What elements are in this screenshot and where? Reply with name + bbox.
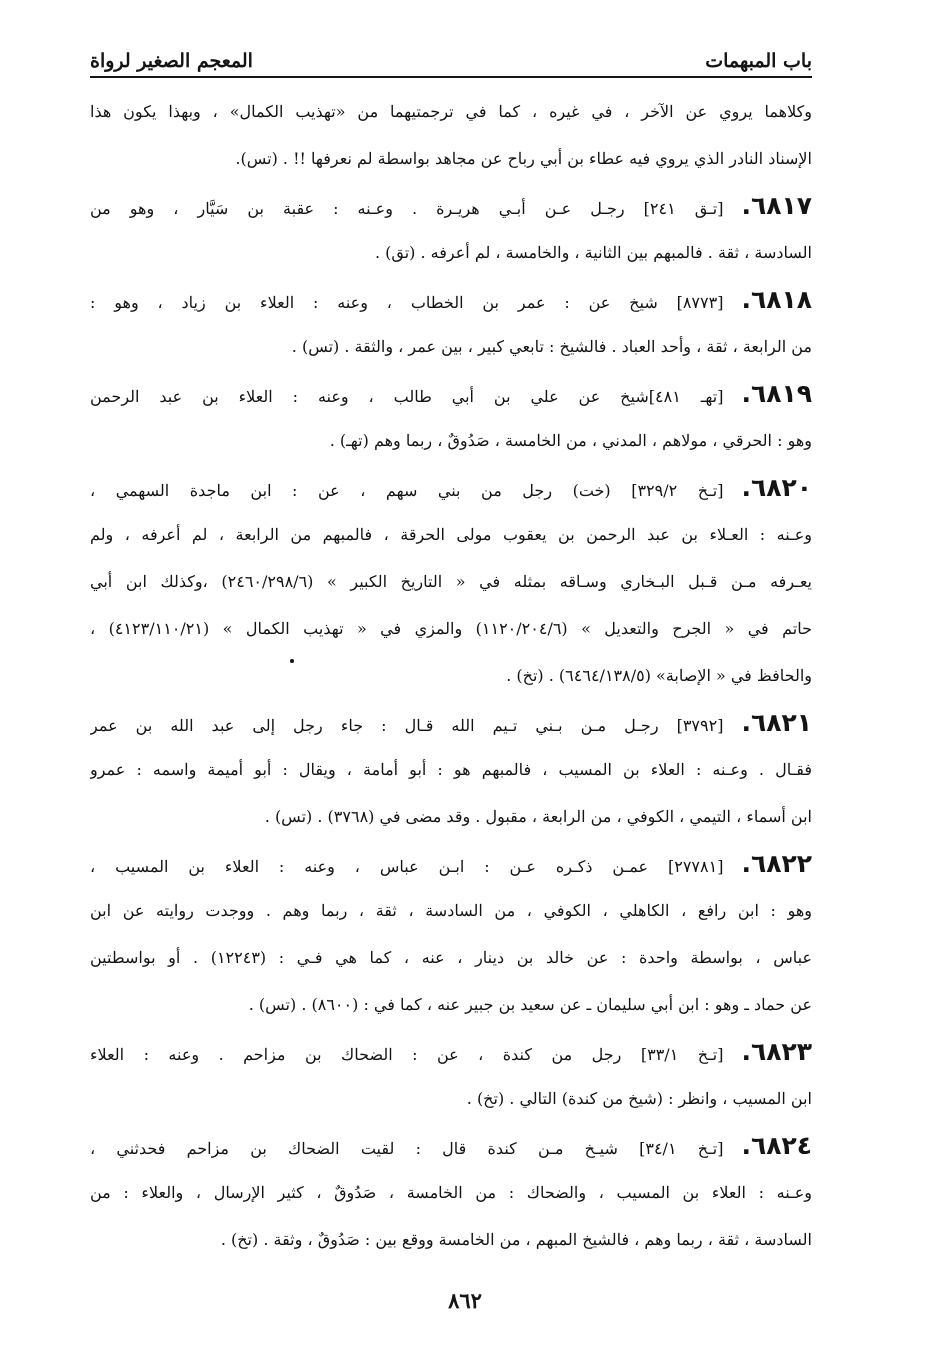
page-body [90, 88, 812, 1263]
ink-dot [290, 659, 294, 663]
running-header [90, 30, 812, 72]
entry-first-line [90, 699, 812, 746]
text-line [90, 135, 812, 182]
line-text: حاتم في « الجرح والتعديل » (١١٢٠/٢٠٤/٦) والمزي في « تهذيب الكمال » (٤١٢٣/١١٠/٢١) ، [90, 619, 812, 638]
text-line [90, 981, 812, 1028]
text-line [90, 1169, 812, 1216]
text-line [90, 511, 812, 558]
text-line [90, 746, 812, 793]
line-text: وكلاهما يروي عن الآخر ، في غيره ، كما في ترجمتيهما من «تهذيب الكمال» ، وبهذا يكون هذا [90, 102, 812, 121]
line-text: وعـنه : العـلاء بن عبد الرحمن بن يعقوب مولى الحرقة ، فالمبهم من الرابعة ، لم أعرفه ، ولم [90, 525, 812, 544]
entry-number: ٦٨٢٢. [741, 849, 812, 878]
line-text: ابن أسماء ، التيمي ، الكوفي ، من الرابعة ، مقبول . وقد مضى في (٣٧٦٨) . (تس) . [264, 807, 812, 826]
entry-first-line [90, 370, 812, 417]
line-text: ابن المسيب ، وانظر : (شيخ من كندة) التالي . (تخ) . [466, 1089, 812, 1108]
entry-number: ٦٨١٧. [741, 191, 812, 220]
text-line [90, 934, 812, 981]
book-title: المعجم الصغير لرواة [90, 50, 253, 72]
text-line [90, 323, 812, 370]
line-text: [تـخ ٣٣/١] رجل من كندة ، عن : الضحاك بن مزاحم . وعنه : العلاء [90, 1045, 724, 1064]
entry-number: ٦٨٢١. [741, 708, 812, 737]
entry-number: ٦٨٢٣. [741, 1037, 812, 1066]
text-line [90, 229, 812, 276]
line-text: [٨٧٧٣] شيخ عن : عمر بن الخطاب ، وعنه : العلاء بن زياد ، وهو : [90, 293, 724, 312]
entry-first-line [90, 840, 812, 887]
line-text: من الرابعة ، ثقة ، وأحد العباد . فالشيخ : تابعي كبير ، بين عمر ، والثقة . (تس) . [291, 337, 812, 356]
entry-number: ٦٨١٩. [741, 379, 812, 408]
line-text: السادسة ، ثقة ، ربما وهم ، فالشيخ المبهم ، من الخامسة ووقع بين : صَدُوقٌ ، وثقة . (تخ) . [220, 1230, 812, 1249]
entry-number: ٦٨٢٠. [741, 473, 812, 502]
entry-first-line [90, 276, 812, 323]
line-text: [تـخ ٣٢٩/٢] (خت) رجل من بني سهم ، عن : ابن ماجدة السهمي ، [90, 481, 724, 500]
line-text: يعـرفه مـن قـبل البـخاري وسـاقه بمثله في « التاريخ الكبير » (٢٤٦٠/٢٩٨/٦) ،وكذلك ابن أبي [90, 572, 812, 591]
page-number: ٨٦٢ [448, 1288, 482, 1313]
text-line [90, 1075, 812, 1122]
section-title: باب المبهمات [705, 50, 812, 72]
entry-first-line [90, 1028, 812, 1075]
entry-first-line [90, 182, 812, 229]
text-line [90, 417, 812, 464]
entry-number: ٦٨١٨. [741, 285, 812, 314]
line-text: [تهـ ٤٨١]شيخ عن علي بن أبي طالب ، وعنه : العلاء بن عبد الرحمن [90, 387, 724, 406]
line-text: وهو : ابن رافع ، الكاهلي ، الكوفي ، من السادسة ، ثقة ، ربما وهم . ووجدت روايته عن ابن [90, 901, 812, 920]
entry-number: ٦٨٢٤. [741, 1131, 812, 1160]
entry-first-line [90, 1122, 812, 1169]
entry-first-line [90, 464, 812, 511]
text-line [90, 558, 812, 605]
line-text: وهو : الحرقي ، مولاهم ، المدني ، من الخامسة ، صَدُوقٌ ، ربما وهم (تهـ) . [329, 431, 812, 450]
line-text: فقـال . وعـنه : العلاء بن المسيب ، فالمبهم هو : أبو أمامة ، ويقال : أبو أميمة واسمه : عمرو [90, 760, 812, 779]
text-line [90, 605, 812, 652]
line-text: الإسناد النادر الذي يروي فيه عطاء بن أبي رباح عن مجاهد بواسطة لم نعرفها !! . (تس). [235, 149, 812, 168]
line-text: السادسة ، ثقة . فالمبهم بين الثانية ، والخامسة ، لم أعرفه . (تق) . [374, 243, 812, 262]
line-text: عباس ، بواسطة واحدة : عن خالد بن دينار ، عنه ، كما هي فـي : (١٢٢٤٣) . أو بواسطتين [90, 948, 812, 967]
text-line [90, 1216, 812, 1263]
text-line [90, 88, 812, 135]
line-text: [٣٧٩٢] رجـل مـن بـني تـيم الله قـال : جاء رجل إلى عبد الله بن عمر [90, 716, 724, 735]
line-text: وعـنه : العلاء بن المسيب ، والضحاك : من الخامسة ، صَدُوقٌ ، كثير الإرسال ، والعلاء : من [90, 1183, 812, 1202]
line-text: [تـق ٢٤١] رجـل عـن أبـي هريـرة . وعـنه : عقبة بن سَيَّار ، وهو من [90, 199, 724, 218]
text-line [90, 652, 812, 699]
line-text: عن حماد ـ وهو : ابن أبي سليمان ـ عن سعيد بن جبير عنه ، كما في : (٨٦٠٠) . (تس) . [248, 995, 812, 1014]
line-text: [تـخ ٣٤/١] شيـخ مـن كندة قال : لقيت الضحاك بن مزاحم فحدثني ، [90, 1139, 724, 1158]
text-line [90, 793, 812, 840]
header-rule [90, 76, 812, 78]
line-text: [٢٧٧٨١] عمـن ذكـره عـن : ابـن عباس ، وعنه : العلاء بن المسيب ، [90, 857, 724, 876]
text-line [90, 887, 812, 934]
line-text: والحافظ في « الإصابة» (٦٤٦٤/١٣٨/٥) . (تخ) . [506, 666, 812, 685]
